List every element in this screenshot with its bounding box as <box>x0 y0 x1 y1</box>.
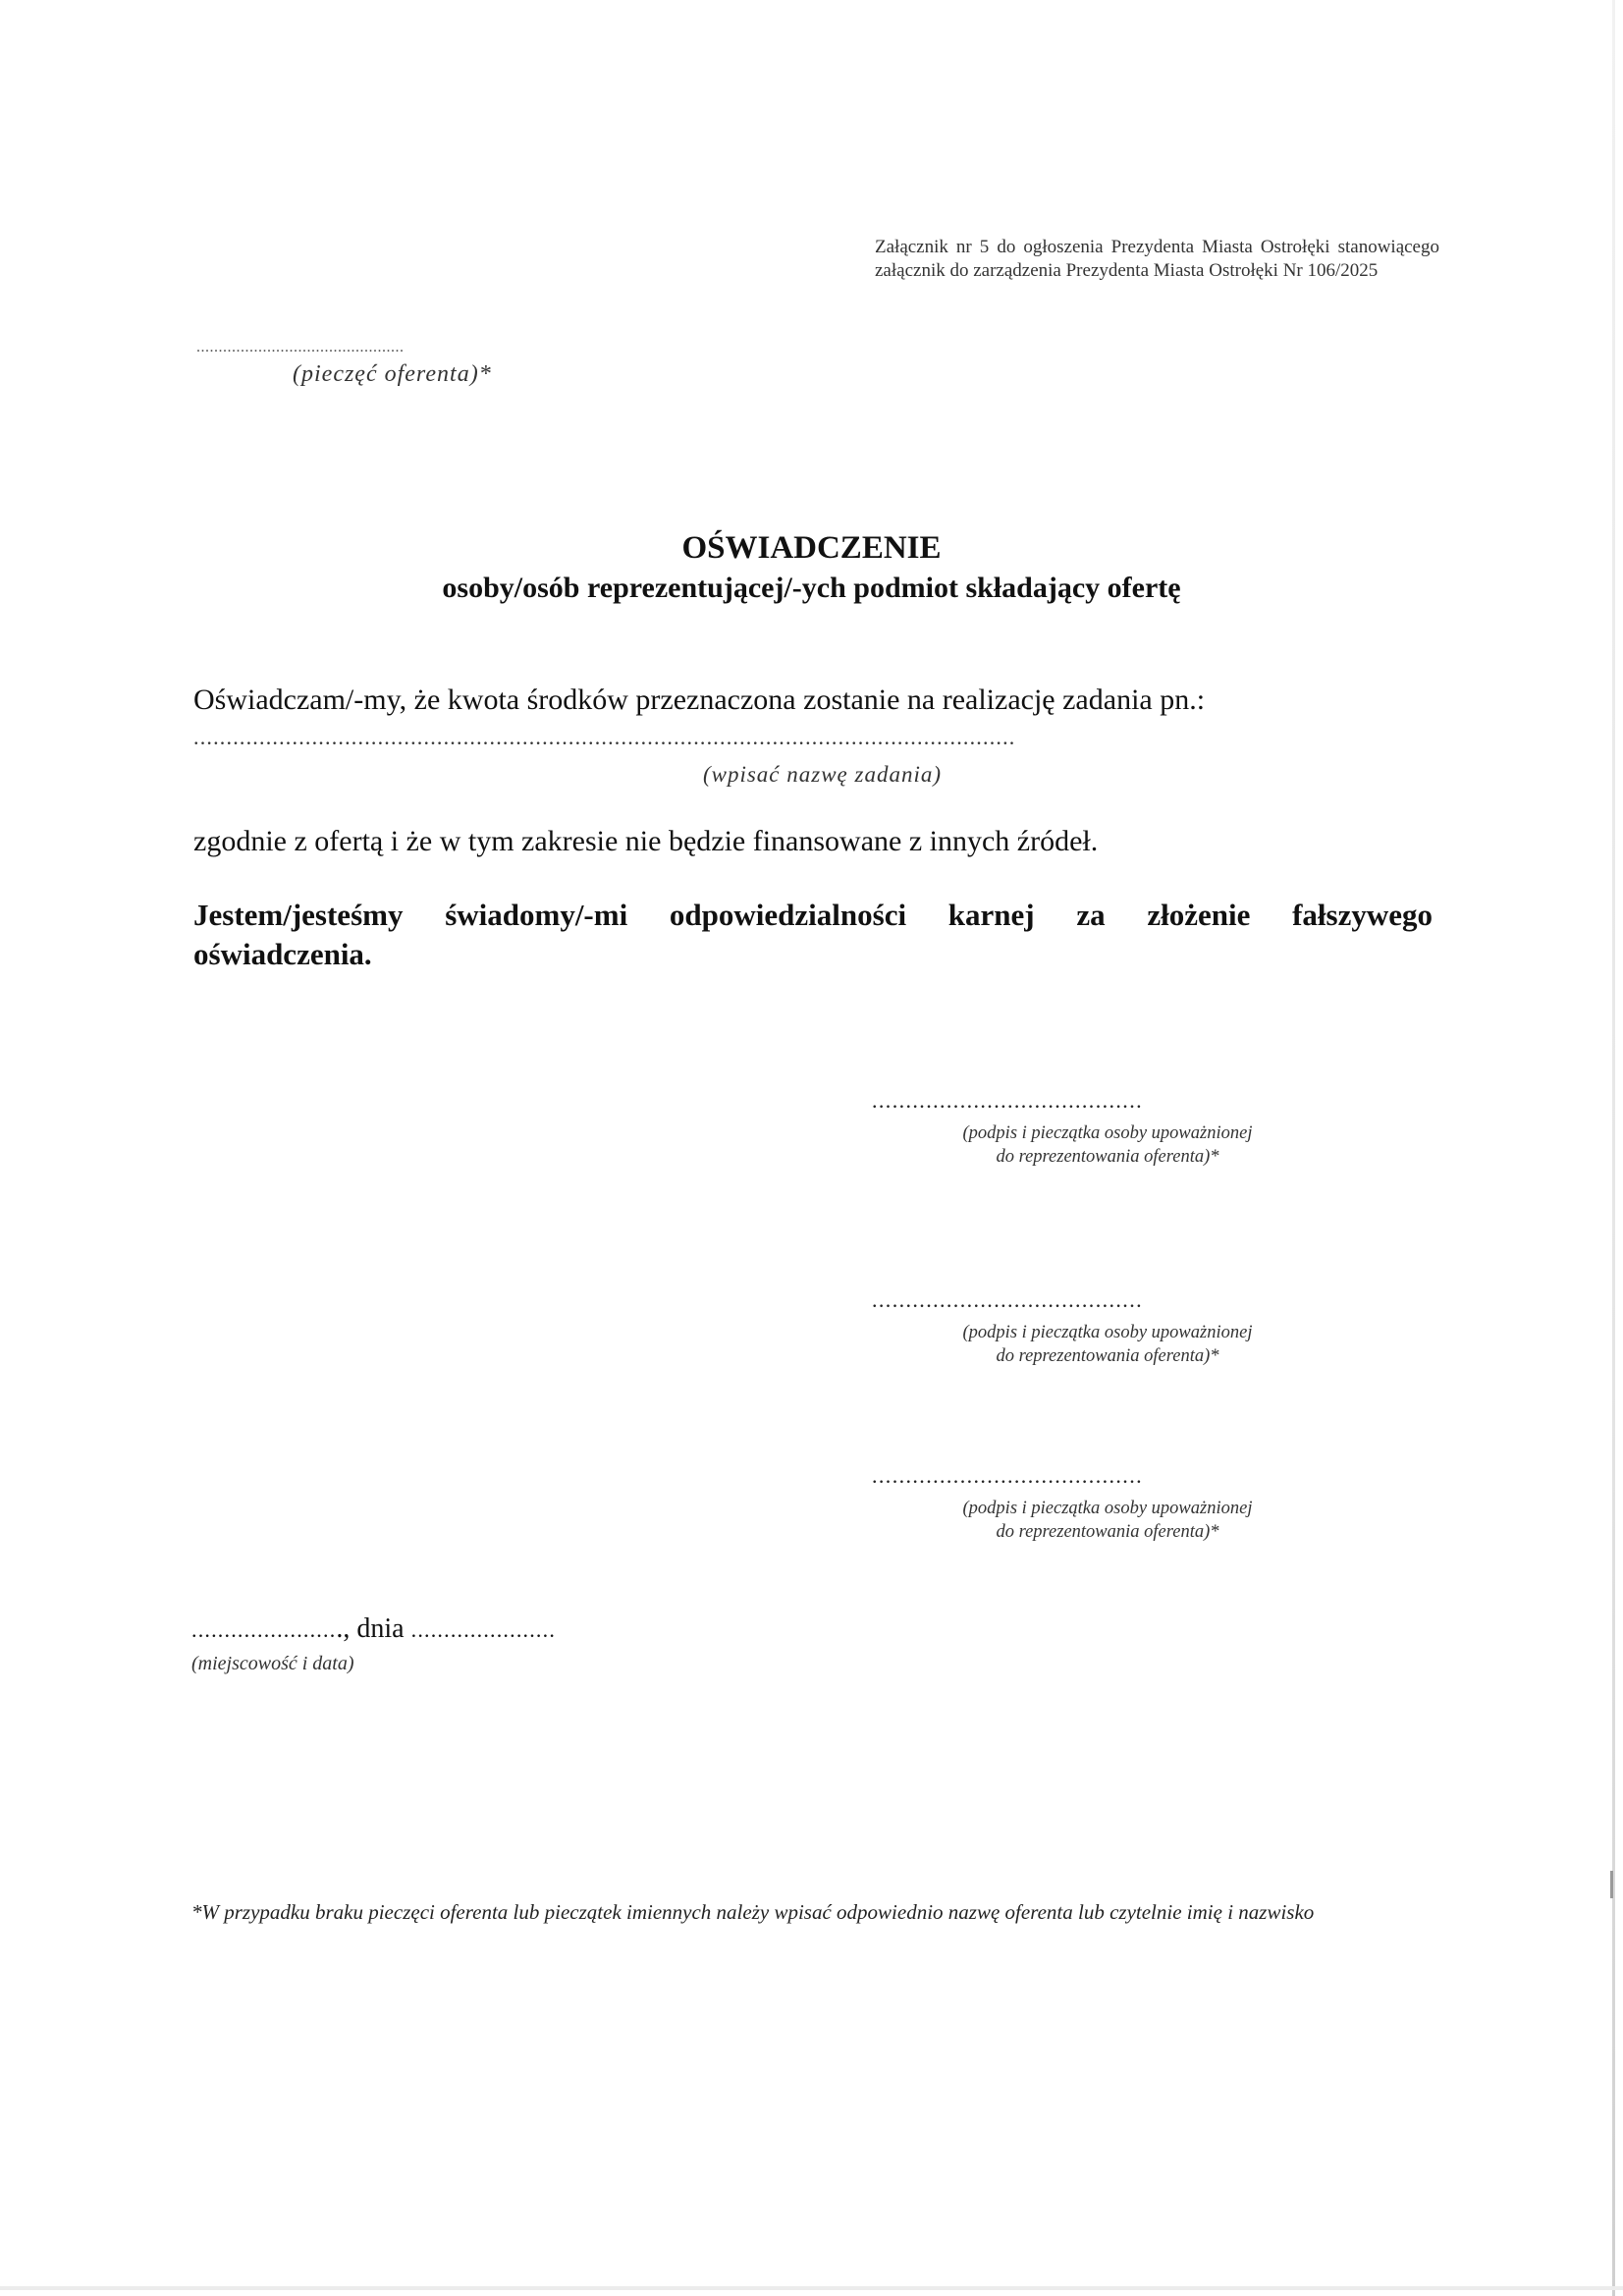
place-fill-line: ...................... <box>191 1617 337 1642</box>
signature-caption <box>872 1121 1314 1169</box>
date-label: ., dnia <box>336 1613 411 1644</box>
document-title: OŚWIADCZENIE <box>681 530 942 566</box>
signature-fill-line: ........................................ <box>872 1088 1143 1113</box>
scan-edge-bottom <box>0 2286 1623 2290</box>
signature-caption-line: do reprezentowania oferenta)* <box>996 1147 1219 1167</box>
signature-caption-line: (podpis i pieczątka osoby upoważnionej <box>962 1499 1253 1518</box>
task-name-fill-line: ............................................................................................................................. <box>193 725 1016 749</box>
signature-block <box>872 1287 1314 1368</box>
attachment-note: Załącznik nr 5 do ogłoszenia Prezydenta Miasta Ostrołęki stanowiącego załącznik do zarządzenia Prezydenta Miasta Ostrołęki Nr 106/2025 <box>875 237 1439 281</box>
signature-caption <box>872 1321 1314 1368</box>
signature-caption <box>872 1497 1314 1544</box>
accordance-text: zgodnie z ofertą i że w tym zakresie nie będzie finansowane z innych źródeł. <box>193 825 1099 857</box>
scan-edge-mark <box>1610 1871 1613 1898</box>
signature-caption-line: do reprezentowania oferenta)* <box>996 1522 1219 1542</box>
document-subtitle: osoby/osób reprezentującej/-ych podmiot składający ofertę <box>442 572 1181 604</box>
signature-caption-line: (podpis i pieczątka osoby upoważnionej <box>962 1123 1253 1143</box>
statement-text: Oświadczam/-my, że kwota środków przeznaczona zostanie na realizację zadania pn.: <box>193 683 1206 716</box>
stamp-placeholder-line: ............................................... <box>196 339 405 355</box>
stamp-caption: (pieczęć oferenta)* <box>293 361 492 387</box>
date-fill-line: ...................... <box>410 1617 557 1642</box>
place-date-caption: (miejscowość i data) <box>191 1653 354 1674</box>
task-name-caption: (wpisać nazwę zadania) <box>702 762 943 787</box>
signature-caption-line: do reprezentowania oferenta)* <box>996 1346 1219 1366</box>
liability-statement: Jestem/jesteśmy świadomy/-mi odpowiedzialności karnej za złożenie fałszywego oświadczenia. <box>193 898 1433 971</box>
footnote: *W przypadku braku pieczęci oferenta lub pieczątek imiennych należy wpisać odpowiednio nazwę oferenta lub czytelnie imię i nazwisko <box>191 1900 1315 1924</box>
signature-fill-line: ........................................ <box>872 1463 1143 1488</box>
signature-block <box>872 1463 1314 1544</box>
scan-edge-right <box>1612 0 1615 2296</box>
place-date-line <box>191 1613 556 1645</box>
signature-fill-line: ........................................ <box>872 1287 1143 1312</box>
signature-caption-line: (podpis i pieczątka osoby upoważnionej <box>962 1323 1253 1342</box>
signature-block <box>872 1088 1314 1169</box>
